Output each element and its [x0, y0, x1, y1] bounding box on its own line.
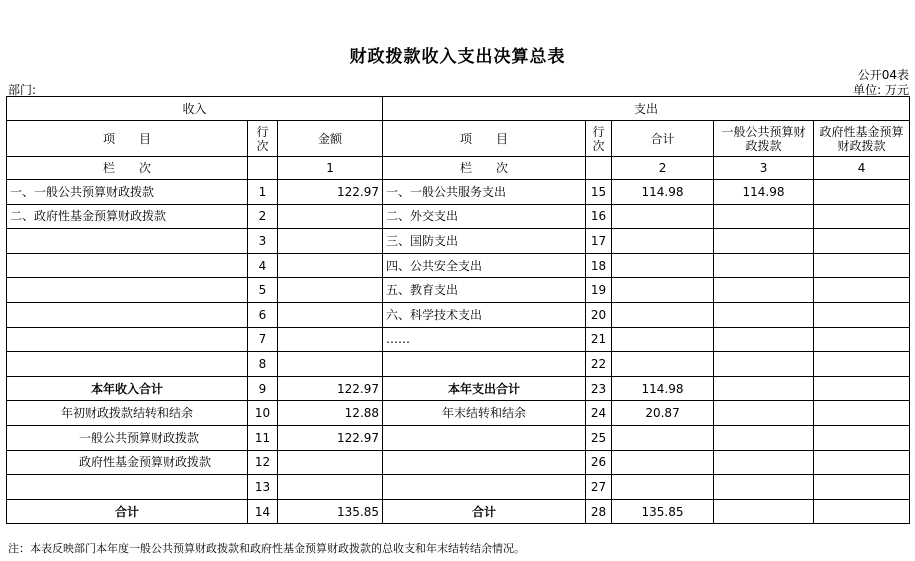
gov-fund-cell	[814, 204, 910, 229]
table-row	[7, 253, 910, 278]
income-rowno-cell: 12	[248, 450, 278, 475]
income-rowno-cell: 13	[248, 475, 278, 500]
income-rowno-cell: 8	[248, 352, 278, 377]
expense-item-cell: 六、科学技术支出	[383, 302, 586, 327]
expense-item-cell: 三、国防支出	[383, 229, 586, 254]
table-row	[7, 302, 910, 327]
expense-total-cell	[612, 302, 714, 327]
column-index-3: 3	[714, 157, 814, 180]
expense-item-cell: 本年支出合计	[383, 376, 586, 401]
gov-fund-cell	[814, 401, 910, 426]
expense-item-cell: 合计	[383, 499, 586, 524]
expense-total-cell	[612, 475, 714, 500]
income-rowno-cell: 5	[248, 278, 278, 303]
header-row-section	[7, 97, 910, 121]
general-budget-cell: 114.98	[714, 180, 814, 205]
table-row	[7, 401, 910, 426]
expense-header: 支出	[383, 97, 910, 121]
general-budget-cell	[714, 302, 814, 327]
income-item-cell: 合计	[7, 499, 248, 524]
expense-rowno-cell: 25	[586, 425, 612, 450]
expense-total-cell: 114.98	[612, 376, 714, 401]
expense-item-cell: 二、外交支出	[383, 204, 586, 229]
income-rowno-header: 行次	[248, 121, 278, 157]
expense-item-cell	[383, 475, 586, 500]
expense-rowno-cell: 22	[586, 352, 612, 377]
expense-column-label: 栏 次	[383, 157, 586, 180]
expense-rowno-cell: 28	[586, 499, 612, 524]
expense-total-cell	[612, 450, 714, 475]
expense-rowno-cell: 18	[586, 253, 612, 278]
table-row	[7, 376, 910, 401]
income-rowno-cell: 3	[248, 229, 278, 254]
column-index-2: 2	[612, 157, 714, 180]
income-item-cell	[7, 352, 248, 377]
general-budget-cell	[714, 327, 814, 352]
gov-fund-cell	[814, 253, 910, 278]
expense-total-cell	[612, 425, 714, 450]
budget-table	[6, 96, 910, 524]
income-amount-cell: 122.97	[278, 376, 383, 401]
income-amount-cell	[278, 253, 383, 278]
general-budget-cell	[714, 229, 814, 254]
gov-fund-cell	[814, 278, 910, 303]
gov-fund-header: 政府性基金预算财政拨款	[814, 121, 910, 157]
table-row	[7, 204, 910, 229]
income-amount-cell	[278, 352, 383, 377]
expense-total-header: 合计	[612, 121, 714, 157]
expense-total-cell	[612, 253, 714, 278]
gov-fund-cell	[814, 475, 910, 500]
report-title: 财政拨款收入支出决算总表	[349, 47, 566, 67]
income-item-cell	[7, 327, 248, 352]
expense-rowno-header: 行次	[586, 121, 612, 157]
table-row	[7, 229, 910, 254]
general-budget-cell	[714, 253, 814, 278]
income-amount-cell	[278, 327, 383, 352]
expense-item-cell: 年末结转和结余	[383, 401, 586, 426]
table-row	[7, 425, 910, 450]
expense-total-cell	[612, 278, 714, 303]
table-body	[7, 180, 910, 524]
income-amount-cell	[278, 450, 383, 475]
income-item-cell	[7, 253, 248, 278]
income-amount-cell: 12.88	[278, 401, 383, 426]
income-item-header: 项 目	[7, 121, 248, 157]
expense-total-cell	[612, 229, 714, 254]
expense-item-cell: ……	[383, 327, 586, 352]
table-row	[7, 499, 910, 524]
header-row-columns	[7, 121, 910, 157]
income-amount-cell: 135.85	[278, 499, 383, 524]
income-item-cell: 年初财政拨款结转和结余	[7, 401, 248, 426]
gov-fund-cell	[814, 327, 910, 352]
general-budget-cell	[714, 401, 814, 426]
column-index-4: 4	[814, 157, 910, 180]
income-item-cell	[7, 302, 248, 327]
expense-rowno-cell: 19	[586, 278, 612, 303]
expense-total-cell	[612, 352, 714, 377]
gov-fund-cell	[814, 302, 910, 327]
expense-item-cell	[383, 352, 586, 377]
income-item-cell	[7, 229, 248, 254]
gov-fund-cell	[814, 352, 910, 377]
income-column-label: 栏 次	[7, 157, 248, 180]
general-budget-cell	[714, 204, 814, 229]
general-budget-header: 一般公共预算财政拨款	[714, 121, 814, 157]
expense-item-cell: 一、一般公共服务支出	[383, 180, 586, 205]
income-rowno-cell: 10	[248, 401, 278, 426]
income-item-cell: 二、政府性基金预算财政拨款	[7, 204, 248, 229]
gov-fund-cell	[814, 229, 910, 254]
income-amount-cell	[278, 204, 383, 229]
table-row	[7, 278, 910, 303]
expense-rowno-cell: 24	[586, 401, 612, 426]
income-rowno-cell: 6	[248, 302, 278, 327]
column-index-1: 1	[278, 157, 383, 180]
expense-rowno-cell: 23	[586, 376, 612, 401]
table-row	[7, 180, 910, 205]
income-amount-cell	[278, 302, 383, 327]
income-amount-cell	[278, 475, 383, 500]
general-budget-cell	[714, 376, 814, 401]
expense-rowno-cell: 26	[586, 450, 612, 475]
expense-rowno-cell: 27	[586, 475, 612, 500]
income-header: 收入	[7, 97, 383, 121]
expense-total-cell	[612, 327, 714, 352]
expense-rowno-cell: 20	[586, 302, 612, 327]
department-label: 部门:	[8, 83, 37, 97]
table-row	[7, 450, 910, 475]
gov-fund-cell	[814, 425, 910, 450]
income-amount-cell: 122.97	[278, 425, 383, 450]
income-rowno-cell: 7	[248, 327, 278, 352]
income-item-cell: 本年收入合计	[7, 376, 248, 401]
income-amount-header: 金额	[278, 121, 383, 157]
form-number: 公开04表	[857, 68, 909, 82]
header-row-column-index	[7, 157, 910, 180]
expense-total-cell	[612, 204, 714, 229]
expense-rowno-cell: 17	[586, 229, 612, 254]
general-budget-cell	[714, 499, 814, 524]
income-item-cell	[7, 475, 248, 500]
general-budget-cell	[714, 278, 814, 303]
expense-total-cell: 20.87	[612, 401, 714, 426]
gov-fund-cell	[814, 499, 910, 524]
expense-item-header: 项 目	[383, 121, 586, 157]
gov-fund-cell	[814, 376, 910, 401]
expense-total-cell: 135.85	[612, 499, 714, 524]
income-rowno-cell: 9	[248, 376, 278, 401]
table-row	[7, 475, 910, 500]
expense-item-cell	[383, 450, 586, 475]
gov-fund-cell	[814, 180, 910, 205]
empty-cell	[248, 157, 278, 180]
income-amount-cell	[278, 229, 383, 254]
general-budget-cell	[714, 450, 814, 475]
general-budget-cell	[714, 352, 814, 377]
table-row	[7, 327, 910, 352]
expense-rowno-cell: 16	[586, 204, 612, 229]
empty-cell	[586, 157, 612, 180]
income-amount-cell	[278, 278, 383, 303]
general-budget-cell	[714, 425, 814, 450]
expense-item-cell	[383, 425, 586, 450]
income-rowno-cell: 4	[248, 253, 278, 278]
income-rowno-cell: 14	[248, 499, 278, 524]
income-rowno-cell: 2	[248, 204, 278, 229]
expense-total-cell: 114.98	[612, 180, 714, 205]
expense-item-cell: 五、教育支出	[383, 278, 586, 303]
income-item-cell	[7, 278, 248, 303]
income-item-cell: 一、一般公共预算财政拨款	[7, 180, 248, 205]
footnote: 注：本表反映部门本年度一般公共预算财政拨款和政府性基金预算财政拨款的总收支和年末结转结余情况。	[8, 542, 525, 555]
expense-item-cell: 四、公共安全支出	[383, 253, 586, 278]
income-item-cell: 一般公共预算财政拨款	[7, 425, 248, 450]
expense-rowno-cell: 21	[586, 327, 612, 352]
income-item-cell: 政府性基金预算财政拨款	[7, 450, 248, 475]
income-amount-cell: 122.97	[278, 180, 383, 205]
expense-rowno-cell: 15	[586, 180, 612, 205]
gov-fund-cell	[814, 450, 910, 475]
unit-label: 单位: 万元	[853, 83, 909, 97]
table-row	[7, 352, 910, 377]
general-budget-cell	[714, 475, 814, 500]
income-rowno-cell: 1	[248, 180, 278, 205]
income-rowno-cell: 11	[248, 425, 278, 450]
